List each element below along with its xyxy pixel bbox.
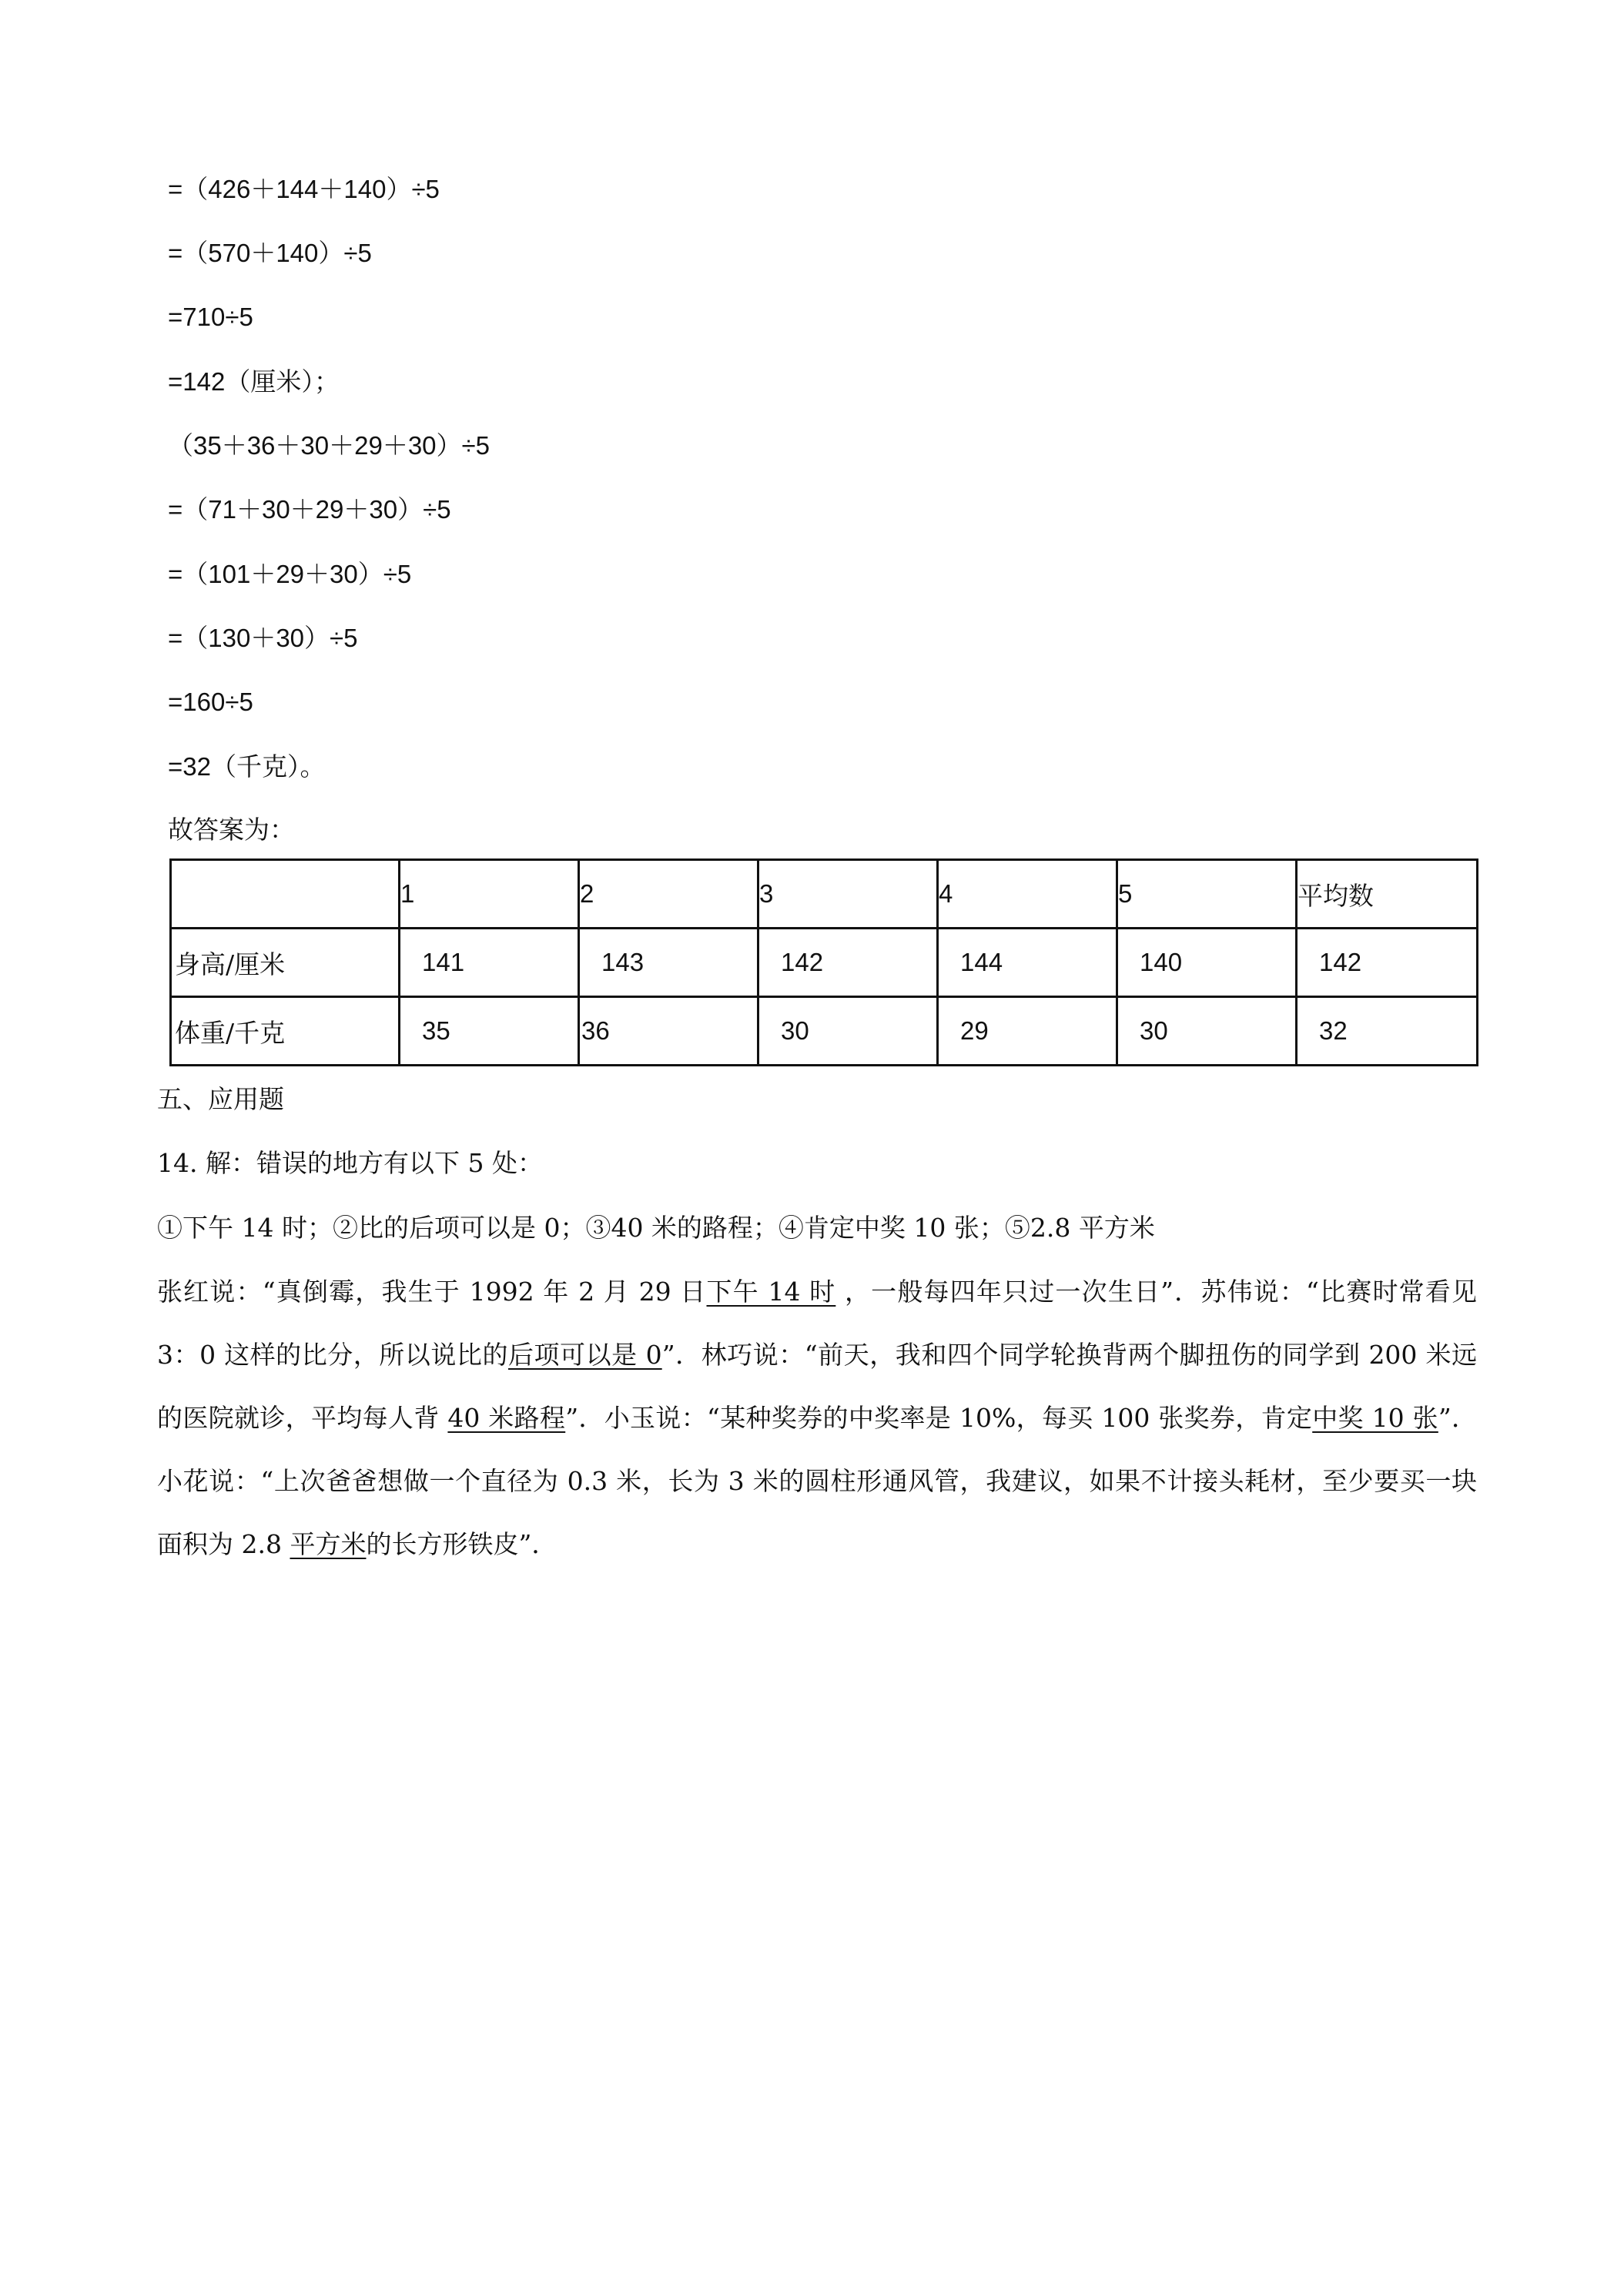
- table-cell: 141: [400, 929, 579, 997]
- calc-line-1: =（426＋144＋140）÷5: [168, 175, 440, 203]
- row-label: 身高/厘米: [171, 929, 400, 997]
- calc-line-3: =710÷5: [168, 303, 253, 331]
- row-label: 体重/千克: [171, 997, 400, 1066]
- calc-line-2: =（570＋140）÷5: [168, 239, 372, 267]
- paragraph-text: ，一般每四年只过一次生日”．苏伟说：“比赛时常看见 3：0 这样的比分，所以说比的: [157, 1277, 1477, 1370]
- table-header-cell: 2: [579, 860, 758, 929]
- underlined-error-2: 后项可以是 0: [507, 1340, 662, 1370]
- calc-line-5: （35＋36＋30＋29＋30）÷5: [168, 431, 490, 460]
- table-cell: 142: [1297, 929, 1478, 997]
- paragraph-text: ”．小花说：“上次爸爸想做一个直径为 0.3 米，长为 3 米的圆柱形通风管，我建议，如果不计接头耗材，至少要买一块面积为 2.8: [157, 1403, 1478, 1559]
- paragraph-text: ”．林巧说：“前天，我和四个同学轮换背两个脚扭伤的同学到 200 米远的医院就诊，平均每人背: [157, 1340, 1477, 1433]
- underlined-error-3: 40 米路程: [447, 1403, 566, 1433]
- calc-line-6: =（71＋30＋29＋30）÷5: [168, 495, 451, 524]
- table-cell: 142: [758, 929, 938, 997]
- paragraph-text: ”．小玉说：“某种奖券的中奖率是 10%，每买 100 张奖券，肯定: [565, 1403, 1313, 1433]
- table-cell: 35: [400, 997, 579, 1066]
- table-cell: 140: [1117, 929, 1297, 997]
- answer-table: [169, 858, 1478, 1066]
- paragraph-text: 的长方形铁皮”．: [366, 1529, 558, 1559]
- table-header-row: [171, 860, 1478, 929]
- calc-line-4: =142（厘米）；: [168, 367, 340, 396]
- calc-line-10: =32（千克）。: [168, 752, 326, 781]
- table-cell: 143: [579, 929, 758, 997]
- table-header-cell: 4: [938, 860, 1117, 929]
- paragraph-text: 张红说：“真倒霉，我生于 1992 年 2 月 29 日: [157, 1277, 707, 1307]
- underlined-error-4: 中奖 10 张: [1312, 1403, 1438, 1433]
- section-title: 五、应用题: [157, 1084, 284, 1114]
- question-14-paragraph: [157, 1260, 1477, 1576]
- table-header-cell: 1: [400, 860, 579, 929]
- table-row-weight: [171, 997, 1478, 1066]
- calc-line-8: =（130＋30）÷5: [168, 624, 358, 652]
- table-cell: 32: [1297, 997, 1478, 1066]
- table-header-cell: 5: [1117, 860, 1297, 929]
- table-header-cell: [171, 860, 400, 929]
- calc-line-9: =160÷5: [168, 688, 253, 716]
- calc-line-7: =（101＋29＋30）÷5: [168, 560, 412, 588]
- table-cell: 30: [758, 997, 938, 1066]
- table-cell: 144: [938, 929, 1117, 997]
- underlined-error-1: 下午 14 时: [706, 1277, 836, 1307]
- table-row-height: [171, 929, 1478, 997]
- underlined-error-5: 平方米: [290, 1529, 367, 1559]
- table-header-cell: 3: [758, 860, 938, 929]
- table-cell: 29: [938, 997, 1117, 1066]
- table-header-cell: 平均数: [1297, 860, 1478, 929]
- answer-intro: 故答案为：: [168, 815, 295, 845]
- question-14-intro: 14. 解：错误的地方有以下 5 处：: [157, 1148, 543, 1178]
- table-cell: 36: [579, 997, 758, 1066]
- question-14-error-list: ①下午 14 时；②比的后项可以是 0；③40 米的路程；④肯定中奖 10 张；⑤2.8 平方米: [157, 1213, 1155, 1243]
- table-cell: 30: [1117, 997, 1297, 1066]
